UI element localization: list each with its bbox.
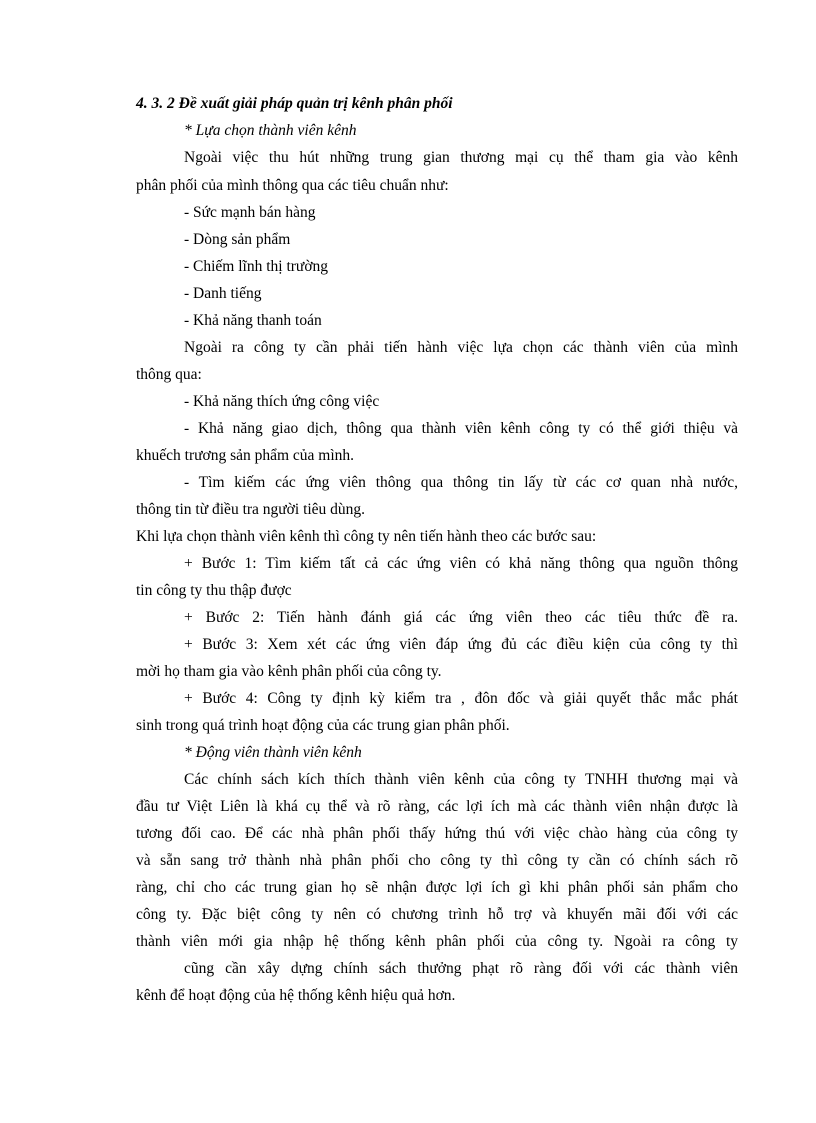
method-item-continuation: khuếch trương sản phẩm của mình. xyxy=(136,447,355,464)
method-item: - Khả năng giao dịch, thông qua thành viên kênh công ty có thể giới thiệu và xyxy=(184,420,738,437)
paragraph-line: kênh để hoạt động của hệ thống kênh hiệu quả hơn. xyxy=(136,987,456,1004)
paragraph-line: và sẵn sang trở thành nhà phân phối cho công ty thì công ty cần có chính sách rõ xyxy=(136,852,738,869)
paragraph-line: Ngoài việc thu hút những trung gian thương mại cụ thể tham gia vào kênh xyxy=(184,149,738,166)
method-item-continuation: thông tin từ điều tra người tiêu dùng. xyxy=(136,501,366,518)
step-item-continuation: tin công ty thu thập được xyxy=(136,582,292,599)
paragraph-line: Ngoài ra công ty cần phải tiến hành việc lựa chọn các thành viên của mình xyxy=(184,339,738,356)
paragraph-line: tương đối cao. Để các nhà phân phối thấy hứng thú với việc chào hàng của công ty xyxy=(136,825,738,842)
criteria-item: - Khả năng thanh toán xyxy=(184,312,322,329)
subsection-title-motivation: * Động viên thành viên kênh xyxy=(184,744,362,761)
criteria-item: - Sức mạnh bán hàng xyxy=(184,204,316,221)
section-heading: 4. 3. 2 Đề xuất giải pháp quản trị kênh phân phối xyxy=(136,95,453,112)
paragraph-line: công ty. Đặc biệt công ty nên có chương trình hỗ trợ và khuyến mãi đối với các xyxy=(136,906,738,923)
method-item: - Khả năng thích ứng công việc xyxy=(184,393,380,410)
paragraph-line: Các chính sách kích thích thành viên kênh của công ty TNHH thương mại và xyxy=(184,771,738,788)
steps-intro: Khi lựa chọn thành viên kênh thì công ty nên tiến hành theo các bước sau: xyxy=(136,528,597,545)
step-item: + Bước 2: Tiến hành đánh giá các ứng viên theo các tiêu thức đề ra. xyxy=(184,609,738,626)
criteria-item: - Dòng sản phẩm xyxy=(184,231,291,248)
step-item: + Bước 3: Xem xét các ứng viên đáp ứng đủ các điều kiện của công ty thì xyxy=(184,636,738,653)
paragraph-line: đầu tư Việt Liên là khá cụ thể và rõ ràng, các lợi ích mà các thành viên nhận được là xyxy=(136,798,738,815)
paragraph-line: ràng, chỉ cho các trung gian họ sẽ nhận được lợi ích gì khi phân phối sản phẩm cho xyxy=(136,879,738,896)
paragraph-line: thành viên mới gia nhập hệ thống kênh phân phối của công ty. Ngoài ra công ty xyxy=(136,933,738,950)
step-item: + Bước 4: Công ty định kỳ kiểm tra , đôn đốc và giải quyết thắc mắc phát xyxy=(184,690,738,707)
step-item-continuation: sinh trong quá trình hoạt động của các trung gian phân phối. xyxy=(136,717,510,734)
subsection-title-selection: * Lựa chọn thành viên kênh xyxy=(184,122,357,139)
paragraph-line: thông qua: xyxy=(136,366,202,383)
criteria-item: - Chiếm lĩnh thị trường xyxy=(184,258,329,275)
step-item: + Bước 1: Tìm kiếm tất cả các ứng viên có khả năng thông qua nguồn thông xyxy=(184,555,738,572)
method-item: - Tìm kiếm các ứng viên thông qua thông tin lấy từ các cơ quan nhà nước, xyxy=(184,474,738,491)
criteria-item: - Danh tiếng xyxy=(184,285,262,302)
paragraph-line: cũng cần xây dựng chính sách thưởng phạt rõ ràng đối với các thành viên xyxy=(184,960,738,977)
paragraph-line: phân phối của mình thông qua các tiêu chuẩn như: xyxy=(136,177,449,194)
step-item-continuation: mời họ tham gia vào kênh phân phối của công ty. xyxy=(136,663,442,680)
